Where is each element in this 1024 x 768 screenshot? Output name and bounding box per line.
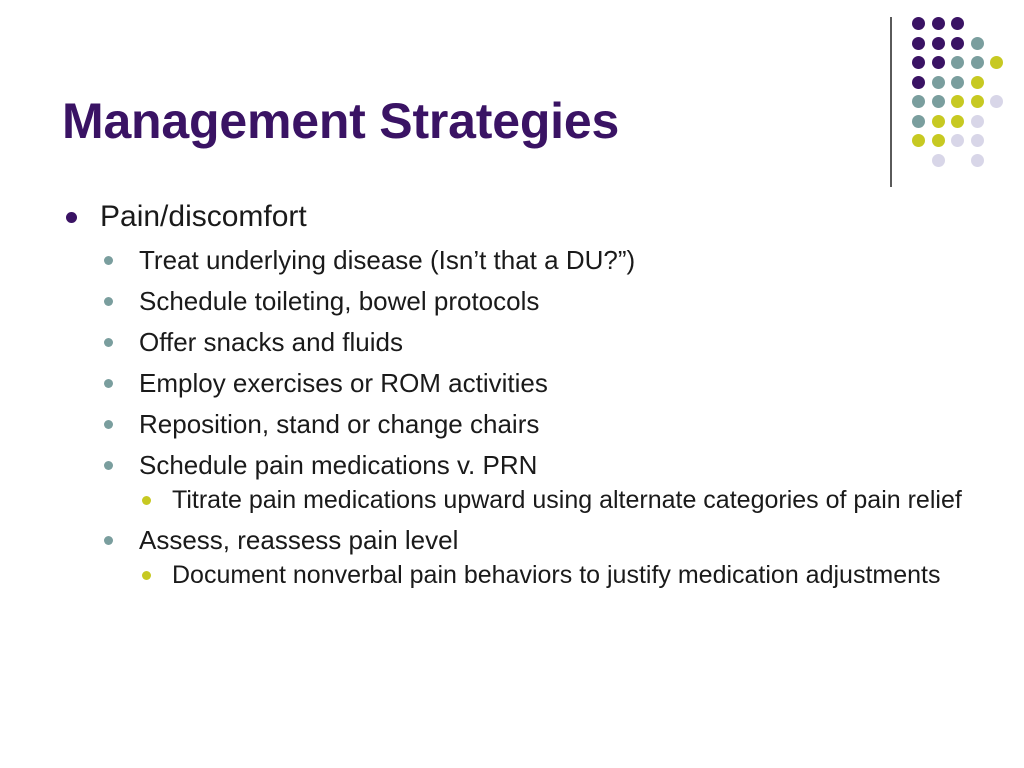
bullet-item-level2: [62, 366, 962, 400]
decorative-dot: [912, 37, 925, 50]
bullet-dot-teal: [104, 256, 113, 265]
decorative-dot: [951, 76, 964, 89]
decorative-dot: [971, 37, 984, 50]
bullet-dot-teal: [104, 420, 113, 429]
bullet-item-level2: [62, 407, 962, 441]
decorative-dot: [951, 37, 964, 50]
bullet-dot-teal: [104, 536, 113, 545]
bullet-text: Pain/discomfort: [100, 200, 307, 233]
decorative-dot: [932, 115, 945, 128]
bullet-dot-teal: [104, 461, 113, 470]
bullet-item-level2: [62, 325, 962, 359]
bullet-dot-yellow: [142, 571, 151, 580]
bullet-text: Assess, reassess pain level: [139, 525, 459, 555]
decorative-dot: [912, 76, 925, 89]
bullet-text: Schedule toileting, bowel protocols: [139, 286, 540, 316]
decorative-dot: [912, 17, 925, 30]
decorative-dot: [951, 17, 964, 30]
decorative-dot: [951, 115, 964, 128]
decorative-dot: [990, 95, 1003, 108]
bullet-item-level2: [62, 284, 962, 318]
decorative-dot: [932, 154, 945, 167]
decorative-dot: [932, 95, 945, 108]
decorative-dot: [912, 95, 925, 108]
decorative-dot: [951, 56, 964, 69]
decorative-dot: [951, 95, 964, 108]
decorative-dot: [971, 76, 984, 89]
decorative-dot: [951, 134, 964, 147]
bullet-dot-purple: [66, 212, 77, 223]
decorative-dot: [912, 115, 925, 128]
decorative-dot: [971, 154, 984, 167]
bullet-text: Offer snacks and fluids: [139, 327, 403, 357]
decorative-dot: [932, 17, 945, 30]
decorative-dot: [932, 134, 945, 147]
bullet-text: Treat underlying disease (Isn’t that a DU?”): [139, 245, 636, 275]
bullet-text: Schedule pain medications v. PRN: [139, 450, 538, 480]
decorative-dot-grid: [912, 17, 1008, 167]
decorative-dot: [990, 56, 1003, 69]
slide-title: Management Strategies: [62, 93, 620, 149]
bullet-item-level2: [62, 523, 962, 557]
bullet-item-level3: [62, 559, 962, 591]
bullet-text: Document nonverbal pain behaviors to justify medication adjustments: [172, 561, 941, 589]
bullet-item-level2: [62, 243, 962, 277]
bullet-dot-teal: [104, 338, 113, 347]
decorative-dot: [912, 134, 925, 147]
bullet-dot-yellow: [142, 496, 151, 505]
decorative-dot: [971, 134, 984, 147]
decorative-dot: [971, 56, 984, 69]
bullet-text: Titrate pain medications upward using alternate categories of pain relief: [172, 486, 962, 514]
decorative-dot: [912, 56, 925, 69]
decorative-dot: [971, 95, 984, 108]
decorative-dot: [932, 56, 945, 69]
decorative-dot: [932, 76, 945, 89]
bullet-text: Reposition, stand or change chairs: [139, 409, 540, 439]
decorative-dot: [932, 37, 945, 50]
bullet-item-level3: [62, 484, 962, 516]
bullet-dot-teal: [104, 379, 113, 388]
bullet-item-level2: [62, 448, 962, 482]
bullet-list: [62, 198, 962, 591]
title-divider-line: [890, 17, 892, 187]
bullet-item-level1: [62, 198, 962, 236]
decorative-dot: [971, 115, 984, 128]
bullet-dot-teal: [104, 297, 113, 306]
bullet-text: Employ exercises or ROM activities: [139, 368, 548, 398]
